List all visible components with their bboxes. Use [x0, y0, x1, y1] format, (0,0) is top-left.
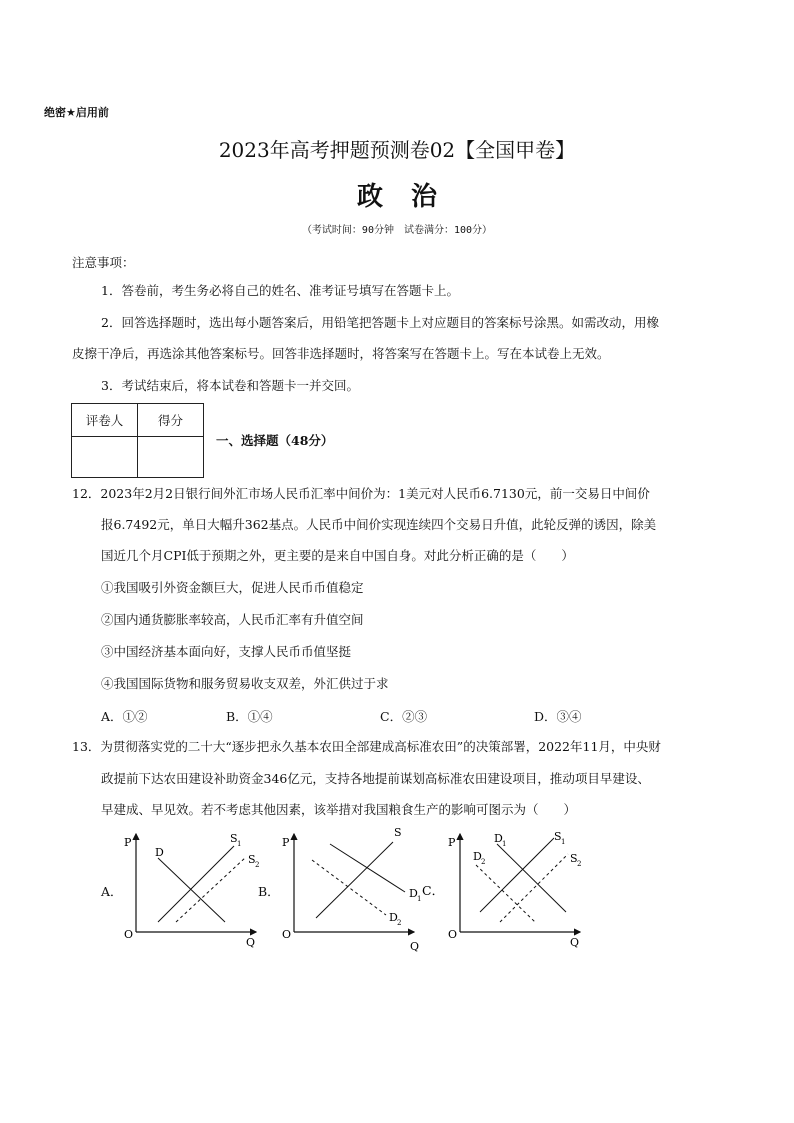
graph-c-label-d1: D — [494, 832, 503, 845]
supply-demand-graphs — [0, 820, 794, 960]
graph-a-label-s1-sub: 1 — [237, 840, 242, 848]
q12-line-2: 报6.7492元，单日大幅升362基点。人民币中间价实现连续四个交易日升值，此轮反弹的诱因，除美 — [101, 517, 657, 532]
subject-title: 政治 — [356, 182, 465, 212]
graph-b-demand-curve-2 — [312, 860, 386, 915]
graph-a-supply-curve-1 — [158, 846, 234, 922]
grader-header: 评卷人 — [72, 404, 138, 437]
graph-c-label-s1-sub: 1 — [561, 838, 566, 846]
q13-line-3: 早建成、早见效。若不考虑其他因素，该举措对我国粮食生产的影响可图示为（ ） — [101, 802, 577, 817]
graph-a-label-s1: S — [230, 832, 238, 845]
graph-b-origin: O — [282, 928, 292, 941]
graph-c — [448, 830, 581, 949]
graph-a — [124, 832, 259, 949]
q13-option-b: B． — [258, 884, 280, 899]
q12-option-b: B．①④ — [226, 709, 273, 724]
graph-b-demand-curve-1 — [330, 844, 405, 892]
graph-b-axis-q: Q — [410, 940, 420, 953]
confidential-label: 绝密★启用前 — [44, 106, 109, 119]
graph-a-label-d: D — [155, 846, 164, 859]
graph-a-supply-curve-2 — [176, 857, 246, 922]
graph-c-axis-q: Q — [570, 936, 580, 949]
graph-b — [282, 826, 444, 953]
graph-c-supply-curve-1 — [480, 838, 554, 912]
graph-c-origin: O — [448, 928, 458, 941]
grader-cell — [72, 437, 138, 478]
q12-statement-4: ④我国国际货物和服务贸易收支双差，外汇供过于求 — [101, 676, 389, 691]
graph-b-label-d1-sub: 1 — [417, 895, 422, 903]
graph-b-label-s: S — [394, 826, 402, 839]
graph-c-label-d2: D — [473, 850, 482, 863]
graph-c-label-d2-sub: 2 — [481, 858, 486, 866]
graph-b-label-d2: D — [389, 911, 398, 924]
q12-statement-1: ①我国吸引外资金额巨大，促进人民币币值稳定 — [101, 580, 364, 595]
q12-statement-3: ③中国经济基本面向好，支撑人民币币值坚挺 — [101, 644, 352, 659]
graph-c-label-s2-sub: 2 — [577, 860, 582, 868]
q13-option-c: C． — [422, 883, 445, 898]
note-item-2-line-2: 皮擦干净后，再选涂其他答案标号。回答非选择题时，将答案写在答题卡上。写在本试卷上无效。 — [72, 346, 610, 361]
graph-c-demand-curve-2 — [476, 865, 535, 922]
exam-title: 2023年高考押题预测卷02【全国甲卷】 — [218, 138, 576, 162]
graph-b-label-d1: D — [409, 887, 418, 900]
q12-line-1: 12．2023年2月2日银行间外汇市场人民币汇率中间价为：1美元对人民币6.7130元，前一交易日中间价 — [72, 486, 650, 501]
q12-option-a: A．①② — [101, 709, 148, 724]
score-header: 得分 — [138, 404, 204, 437]
graph-a-label-s2: S — [248, 853, 256, 866]
graph-a-axis-p: P — [124, 836, 132, 849]
graph-c-demand-curve-1 — [497, 844, 566, 912]
graph-c-label-s2: S — [570, 852, 578, 865]
graph-c-supply-curve-2 — [500, 854, 568, 922]
notes-title: 注意事项： — [72, 255, 135, 270]
note-item-2-line-1: 2．回答选择题时，选出每小题答案后，用铅笔把答题卡上对应题目的答案标号涂黑。如需改动，用橡 — [101, 315, 659, 330]
q12-option-c: C．②③ — [380, 709, 428, 724]
graph-b-axis-p: P — [282, 836, 290, 849]
exam-info: （考试时间：90分钟 试卷满分：100分） — [301, 225, 493, 236]
score-table — [71, 403, 204, 478]
graph-a-origin: O — [124, 928, 134, 941]
q13-option-a: A． — [101, 884, 123, 899]
graph-b-supply-curve — [316, 842, 393, 918]
graph-a-label-s2-sub: 2 — [255, 861, 260, 869]
q12-line-3: 国近几个月CPI低于预期之外，更主要的是来自中国自身。对此分析正确的是（ ） — [101, 548, 574, 563]
section-title: 一、选择题（48分） — [216, 433, 334, 448]
graph-c-label-d1-sub: 1 — [502, 840, 507, 848]
q12-option-d: D．③④ — [534, 709, 582, 724]
q13-line-2: 政提前下达农田建设补助资金346亿元，支持各地提前谋划高标准农田建设项目，推动项目早建设、 — [101, 771, 650, 786]
note-item-1: 1．答卷前，考生务必将自己的姓名、准考证号填写在答题卡上。 — [101, 283, 459, 298]
note-item-3: 3．考试结束后，将本试卷和答题卡一并交回。 — [101, 378, 359, 393]
q13-line-1: 13．为贯彻落实党的二十大“逐步把永久基本农田全部建成高标准农田”的决策部署，2022年11月，中央财 — [72, 739, 661, 754]
score-cell — [138, 437, 204, 478]
graph-b-label-d2-sub: 2 — [397, 919, 402, 927]
q12-statement-2: ②国内通货膨胀率较高，人民币汇率有升值空间 — [101, 612, 364, 627]
graph-a-axis-q: Q — [246, 936, 256, 949]
graph-c-label-s1: S — [554, 830, 562, 843]
graph-c-axis-p: P — [448, 836, 456, 849]
